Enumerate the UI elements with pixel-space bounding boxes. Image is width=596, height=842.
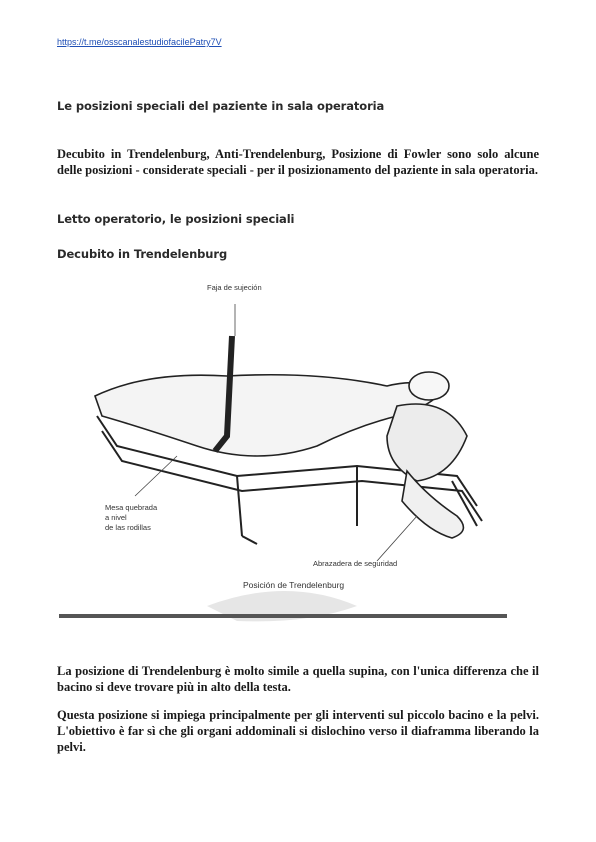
label-clamp: Abrazadera de seguridad — [313, 559, 398, 568]
trendelenburg-illustration — [57, 276, 509, 624]
label-strap: Faja de sujeción — [207, 283, 262, 292]
label-table-2: a nivel — [105, 513, 127, 522]
figure-rule — [59, 614, 507, 618]
label-table-1: Mesa quebrada — [105, 503, 158, 512]
figure-caption: Posición de Trendelenburg — [243, 580, 345, 590]
paragraph-2: Questa posizione si impiega principalmente per gli interventi sul piccolo bacino e la pelvi. L'obiettivo è far sì che gli organi addominali si dislochino verso il diaframma liberando la pelvi. — [57, 708, 539, 754]
trendelenburg-drawing — [57, 276, 509, 624]
paragraph-1: La posizione di Trendelenburg è molto simile a quella supina, con l'unica differenza che il bacino si deve trovare più in alto della testa. — [57, 664, 539, 694]
source-link[interactable]: https://t.me/osscanalestudiofacilePatry7V — [57, 37, 222, 47]
page-title: Le posizioni speciali del paziente in sala operatoria — [57, 99, 385, 113]
intro-paragraph: Decubito in Trendelenburg, Anti-Trendelenburg, Posizione di Fowler sono solo alcune delle posizioni - considerate speciali - per il posizionamento del paziente in sala operatoria. — [57, 147, 539, 177]
label-table-3: de las rodillas — [105, 523, 151, 532]
section-heading: Letto operatorio, le posizioni speciali — [57, 212, 295, 226]
subsection-heading: Decubito in Trendelenburg — [57, 247, 228, 261]
